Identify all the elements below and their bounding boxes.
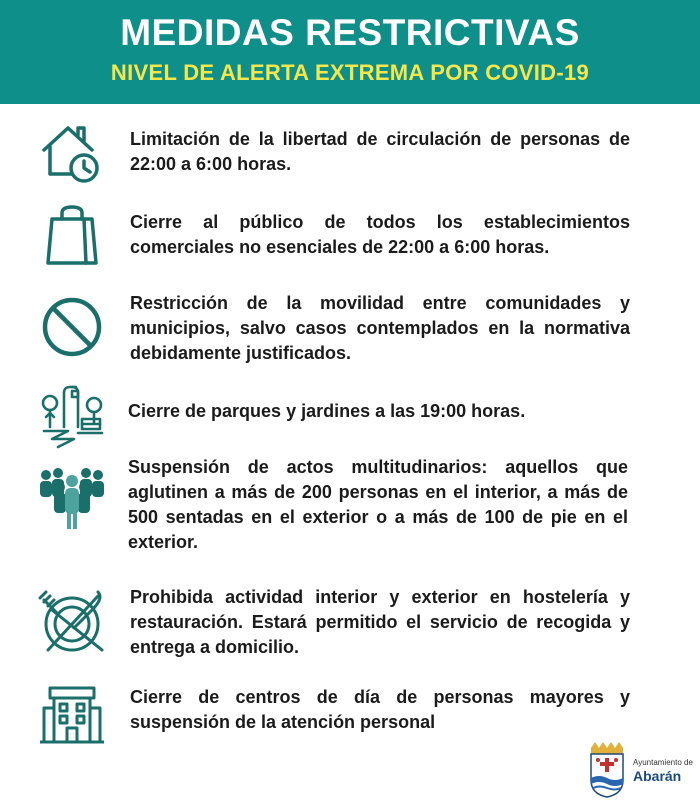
restaurant-prohibited-icon	[38, 588, 106, 656]
header-banner	[0, 0, 700, 104]
page-subtitle: NIVEL DE ALERTA EXTREMA POR COVID-19	[110, 60, 590, 85]
park-icon	[38, 383, 106, 451]
abaran-logo	[585, 740, 693, 798]
measure-text: Cierre de centros de día de personas mayores y suspensión de la atención personal	[130, 687, 630, 732]
measure-text: Cierre al público de todos los establecimientos comerciales no esenciales de 22:00 a 6:00 horas.	[130, 212, 630, 257]
logo-name: Abarán	[633, 768, 682, 784]
measure-text: Prohibida actividad interior y exterior en hostelería y restauración. Estará permitido el servicio de recogida y entrega a domicilio.	[130, 587, 630, 657]
building-icon	[38, 682, 106, 750]
measure-text: Suspensión de actos multitudinarios: aquellos que aglutinen a más de 200 personas en el interior, a más de 500 sentadas en el exterior o a más de 100 de pie en el exterior.	[128, 457, 628, 552]
measure-text: Restricción de la movilidad entre comunidades y municipios, salvo casos contemplados en la normativa debidamente justificados.	[130, 293, 630, 363]
shopping-bag-icon	[38, 205, 106, 273]
logo-org-label: Ayuntamiento de	[633, 758, 693, 767]
house-clock-icon	[38, 122, 106, 190]
prohibited-icon	[38, 293, 106, 361]
coat-of-arms-icon	[585, 740, 629, 798]
page-title: MEDIDAS RESTRICTIVAS	[120, 12, 580, 53]
measure-text: Limitación de la libertad de circulación de personas de 22:00 a 6:00 horas.	[130, 129, 630, 174]
crowd-icon	[38, 465, 106, 533]
measure-text: Cierre de parques y jardines a las 19:00 horas.	[128, 401, 526, 421]
